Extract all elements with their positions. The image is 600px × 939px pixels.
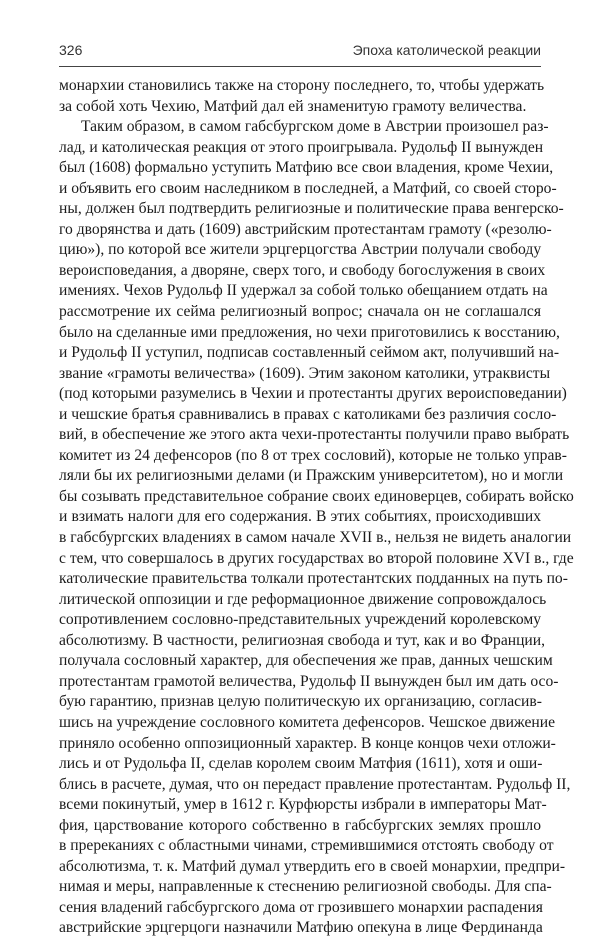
text-line: (под которыми разумелись в Чехии и протестанты других вероисповедании) [59, 385, 567, 403]
text-line: вий, в обеспечение же этого акта чехи-протестанты получили право выбрать [59, 426, 570, 444]
page-number: 326 [59, 42, 83, 58]
body-text [59, 76, 574, 939]
text-line: фия, царствование которого собственно в габсбургских землях прошло [59, 816, 541, 834]
text-line: монархии становились также на сторону последнего, то, чтобы удержать [59, 77, 545, 94]
text-line: комитет из 24 дефенсоров (по 8 от трех сословий), которые не только управ- [59, 446, 567, 464]
text-line: цию»), по которой все жители эрцгерцогства Австрии получали свободу [59, 241, 542, 259]
text-line: получала сословный характер, для обеспечения же прав, данных чешским [59, 652, 553, 670]
text-line: литической оппозиции и где реформационное движение сопровождалось [59, 590, 547, 608]
text-line: Таким образом, в самом габсбургском доме в Австрии произошел раз- [81, 118, 549, 136]
text-line: и чешские братья сравнивались в правах с католиками без различия сосло- [59, 405, 557, 423]
text-line: вероисповедания, а дворяне, сверх того, и свободу богослужения в своих [59, 261, 546, 279]
text-line: в габсбургских владениях в самом начале XVII в., нельзя не видеть аналогии [59, 529, 572, 547]
text-line: имениях. Чехов Рудольф II удержал за собой только обещанием отдать на [59, 282, 548, 300]
text-line: абсолютизма, т. к. Матфий думал утвердить его в своей монархии, предпри- [59, 857, 566, 875]
running-header [59, 42, 541, 64]
text-line: было на сделанные ими предложения, но чехи приготовились к восстанию, [59, 323, 560, 341]
text-line: сения владений габсбургского дома от грозившего монархии распадения [59, 898, 543, 916]
text-line: ны, должен был подтвердить религиозные и политические права венгерско- [59, 200, 564, 218]
text-line: лад, и католическая реакция от этого проигрывала. Рудольф II вынужден [59, 138, 544, 156]
text-line: всеми покинутый, умер в 1612 г. Курфюрсты избрали в императоры Мат- [59, 796, 547, 814]
text-line: блись в расчете, думая, что он передаст правление протестантам. Рудольф II, [59, 775, 571, 793]
text-line: приняло особенно оппозиционный характер. В конце концов чехи отложи- [59, 734, 556, 752]
text-line: с тем, что совершалось в других государствах во второй половине XVI в., где [59, 549, 574, 567]
text-line: рассмотрение их сейма религиозный вопрос; сначала он не соглашался [59, 303, 541, 321]
header-rule [59, 66, 541, 67]
text-line: был (1608) формально уступить Матфию все свои владения, кроме Чехии, [59, 159, 554, 177]
text-line: лись и от Рудольфа II, сделав королем своим Матфия (1611), хотя и оши- [59, 755, 543, 773]
text-line: в пререканиях с областными чинами, стремившимися отстоять свободу от [59, 837, 554, 855]
text-line: шись на учреждение сословного комитета дефенсоров. Чешское движение [59, 713, 556, 731]
paragraph [59, 117, 574, 939]
text-line: абсолютизму. В частности, религиозная свобода и тут, как и во Франции, [59, 631, 546, 649]
text-line: австрийские эрцгерцоги назначили Матфию опекуна в лице Фердинанда [59, 919, 543, 937]
text-line: нимая и меры, направленные к стеснению религиозной свободы. Для спа- [59, 878, 552, 896]
text-line: бую гарантию, признав целую политическую их организацию, согласив- [59, 693, 542, 711]
text-line: и объявить его своим наследником в последней, а Матфий, со своей сторо- [59, 179, 557, 197]
text-line: ляли бы их религиозными делами (и Пражским университетом), но и могли [59, 467, 564, 485]
running-title: Эпоха католической реакции [352, 42, 541, 58]
text-line: и Рудольф II уступил, подписав составленный сеймом акт, получивший на- [59, 344, 560, 362]
text-line: католические правительства толкали протестантских подданных на путь по- [59, 570, 568, 588]
paragraph [59, 76, 545, 117]
text-line: го дворянства и дать (1609) австрийским протестантам грамоту («резолю- [59, 220, 552, 238]
text-line: бы созывать представительное собрание своих единоверцев, собирать войско [59, 487, 574, 505]
text-line: протестантам грамотой величества, Рудольф II вынужден был им дать осо- [59, 672, 559, 690]
text-line: и взимать налоги для его содержания. В этих событиях, происходивших [59, 508, 541, 526]
text-line: за собой хоть Чехию, Матфий дал ей знаменитую грамоту величества. [59, 97, 527, 115]
text-line: сопротивлением сословно-представительных учреждений королевскому [59, 611, 541, 629]
text-line: звание «грамоты величества» (1609). Этим законом католики, утраквисты [59, 364, 551, 382]
